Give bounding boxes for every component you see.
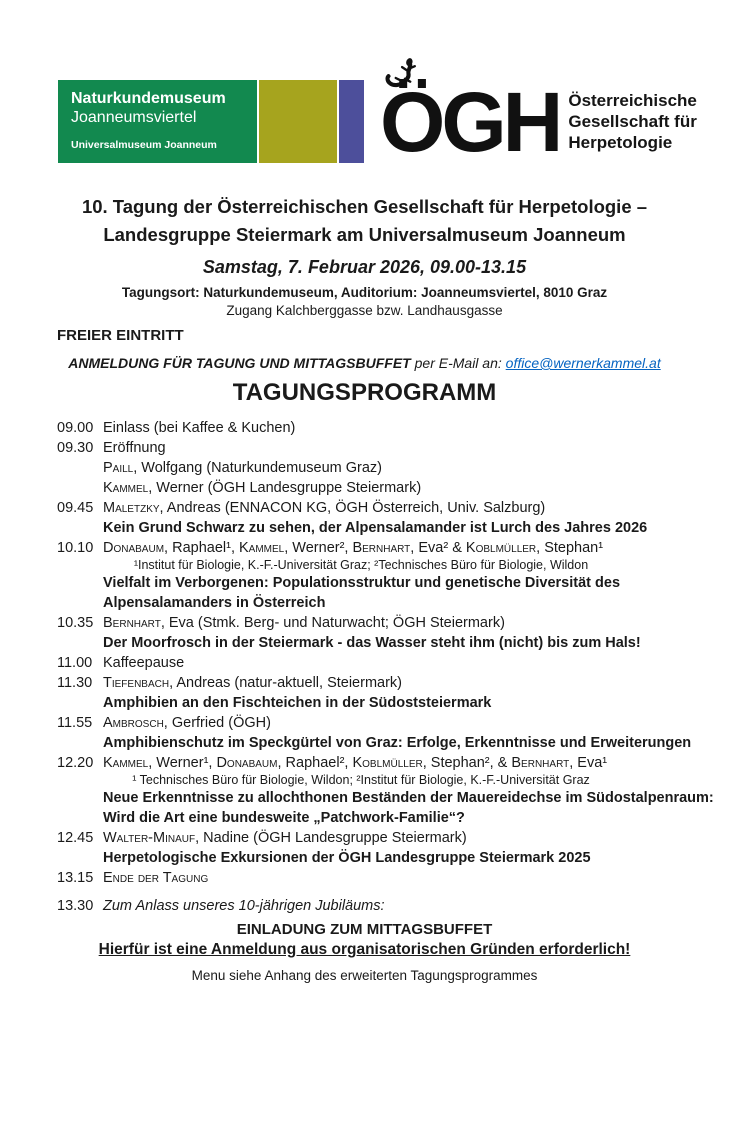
program-row-content — [103, 498, 699, 538]
ogh-name-line: Gesellschaft für — [568, 112, 697, 131]
time-label: 11.55 — [57, 715, 93, 731]
program-line: Maletzky, Andreas (ENNACON KG, ÖGH Österreich, Univ. Salzburg) — [103, 500, 546, 516]
event-title — [0, 193, 729, 249]
museum-name: Naturkundemuseum — [71, 90, 226, 107]
museum-logo-text-block — [58, 80, 257, 163]
registration-email-link[interactable]: office@wernerkammel.at — [505, 355, 661, 371]
program-row — [57, 753, 714, 828]
event-venue: Tagungsort: Naturkundemuseum, Auditorium: Joanneumsviertel, 8010 Graz — [121, 285, 608, 300]
time-label: 13.30 — [57, 898, 94, 914]
registration-note — [0, 355, 729, 371]
time-label: 10.35 — [57, 615, 94, 631]
time-label: 09.30 — [57, 440, 94, 456]
time-label: 10.10 — [57, 540, 94, 556]
program-row — [57, 868, 699, 888]
program-row — [57, 498, 699, 538]
free-entry-note: FREIER EINTRITT — [57, 327, 184, 344]
program-row — [57, 438, 699, 498]
ogh-name-line: Österreichische — [568, 91, 697, 110]
program-row-content — [103, 653, 699, 673]
program-row-content — [103, 438, 699, 498]
program-row-content — [103, 713, 699, 753]
talk-title: Herpetologische Exkursionen der ÖGH Landesgruppe Steiermark 2025 — [103, 850, 591, 866]
event-title-line: 10. Tagung der Österreichischen Gesellschaft für Herpetologie – — [81, 196, 648, 217]
program-row-content — [103, 418, 699, 438]
program-row — [57, 896, 699, 916]
program-row — [57, 713, 699, 753]
talk-title: Neue Erkenntnisse zu allochthonen Beständen der Mauereidechse im Südostalpenraum: — [103, 790, 714, 806]
program-line: Kammel, Werner (ÖGH Landesgruppe Steiermark) — [103, 480, 422, 496]
program-rows — [57, 418, 714, 916]
registration-required-note: Hierfür ist eine Anmeldung aus organisatorischen Gründen erforderlich! — [98, 941, 631, 958]
time-label: 11.30 — [57, 675, 93, 691]
time-label: 13.15 — [57, 870, 94, 886]
talk-title: Alpensalamanders in Österreich — [103, 595, 326, 611]
museum-subname: Joanneumsviertel — [71, 109, 197, 126]
time-label: 12.45 — [57, 830, 94, 846]
program-row-content — [103, 828, 699, 868]
menu-note: Menu siehe Anhang des erweiterten Tagungsprogrammes — [191, 968, 538, 983]
logo-olive-stripe — [259, 80, 337, 163]
program-row — [57, 653, 699, 673]
program-row — [57, 418, 699, 438]
talk-title: Vielfalt im Verborgenen: Populationsstruktur und genetische Diversität des — [103, 575, 621, 591]
program-line: Kaffeepause — [103, 655, 185, 671]
program-row — [57, 613, 699, 653]
program-line: Donabaum, Raphael¹, Kammel, Werner², Bernhart, Eva² & Koblmüller, Stephan¹ — [103, 540, 604, 556]
program-line: Bernhart, Eva (Stmk. Berg- und Naturwacht; ÖGH Steiermark) — [103, 615, 505, 631]
registration-plain-text: per E-Mail an: — [410, 355, 506, 371]
event-access: Zugang Kalchberggasse bzw. Landhausgasse — [226, 303, 503, 318]
logo-row — [58, 74, 729, 169]
ogh-full-name — [568, 90, 697, 153]
ogh-letters: ÖGH — [380, 74, 560, 169]
time-label: 09.45 — [57, 500, 94, 516]
talk-title: Kein Grund Schwarz zu sehen, der Alpensalamander ist Lurch des Jahres 2026 — [103, 520, 648, 536]
program-line: Ambrosch, Gerfried (ÖGH) — [103, 715, 271, 731]
flyer-page — [0, 74, 729, 983]
program-row — [57, 828, 699, 868]
program-row-content — [103, 613, 699, 653]
program-line: Zum Anlass unseres 10-jährigen Jubiläums: — [103, 898, 385, 914]
talk-title: Der Moorfrosch in der Steiermark - das Wasser steht ihm (nicht) bis zum Hals! — [103, 635, 641, 651]
talk-title: Amphibienschutz im Speckgürtel von Graz: Erfolge, Erkenntnisse und Erweiterungen — [103, 735, 692, 751]
museum-org: Universalmuseum Joanneum — [71, 139, 217, 151]
program-row — [57, 538, 699, 613]
time-label: 12.20 — [57, 755, 94, 771]
program-line: Paill, Wolfgang (Naturkundemuseum Graz) — [103, 460, 383, 476]
program-line: Kammel, Werner¹, Donabaum, Raphael², Koblmüller, Stephan², & Bernhart, Eva¹ — [103, 755, 608, 771]
program-row-content — [103, 673, 699, 713]
logo-purple-stripe — [339, 80, 364, 163]
invite-heading: EINLADUNG ZUM MITTAGSBUFFET — [236, 921, 493, 938]
time-label: 11.00 — [57, 655, 93, 671]
program-row-content — [103, 896, 699, 916]
program-row-content — [103, 753, 714, 828]
event-title-line: Landesgruppe Steiermark am Universalmuseum Joanneum — [103, 224, 626, 245]
ogh-name-line: Herpetologie — [568, 133, 673, 152]
program-row — [57, 673, 699, 713]
program-line: Walter-Minauf, Nadine (ÖGH Landesgruppe Steiermark) — [103, 830, 467, 846]
talk-title: Amphibien an den Fischteichen in der Südoststeiermark — [103, 695, 492, 711]
time-label: 09.00 — [57, 420, 94, 436]
ogh-logo — [380, 74, 697, 169]
program-heading: TAGUNGSPROGRAMM — [232, 379, 497, 406]
program-line: Tiefenbach, Andreas (natur-aktuell, Steiermark) — [103, 675, 402, 691]
naturkundemuseum-logo — [58, 80, 364, 163]
program-row-content — [103, 868, 699, 888]
event-datetime: Samstag, 7. Februar 2026, 09.00-13.15 — [202, 257, 527, 277]
program-line: Einlass (bei Kaffee & Kuchen) — [103, 420, 296, 436]
program-row-content — [103, 538, 699, 613]
program-line: Eröffnung — [103, 440, 166, 456]
talk-title: Wird die Art eine bundesweite „Patchwork-Familie“? — [103, 810, 465, 826]
affiliation-note: ¹Institut für Biologie, K.-F.-Universität Graz; ²Technisches Büro für Biologie, Wildon — [133, 558, 589, 572]
registration-bold-text: ANMELDUNG FÜR TAGUNG UND MITTAGSBUFFET — [68, 355, 411, 371]
program-line: Ende der Tagung — [103, 870, 209, 886]
affiliation-note: ¹ Technisches Büro für Biologie, Wildon; ²Institut für Biologie, K.-F.-Universität Graz — [132, 773, 590, 787]
ogh-abbreviation — [380, 74, 560, 169]
lizard-icon — [384, 58, 422, 98]
